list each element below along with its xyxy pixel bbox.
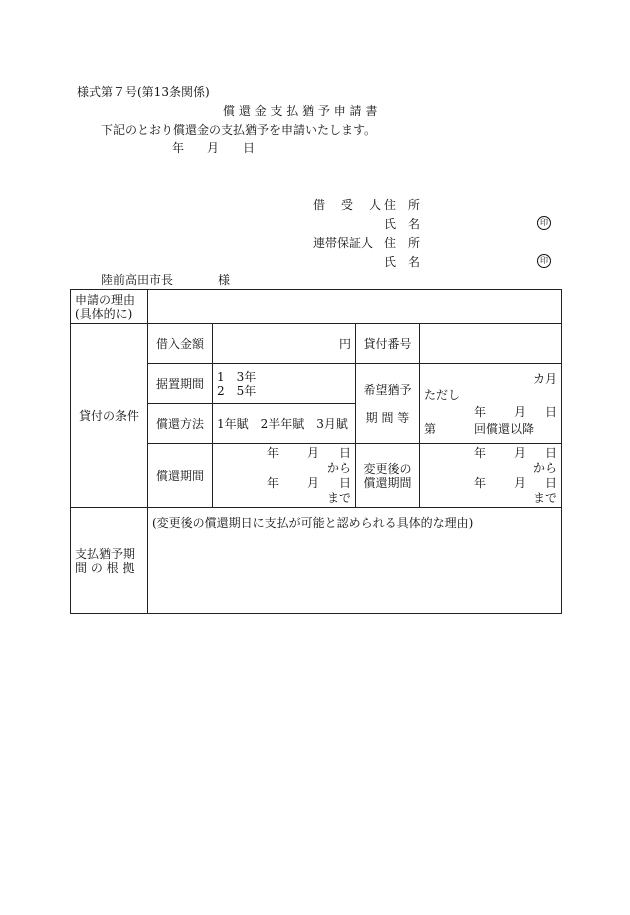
borrower-label: 借 受 人 (313, 198, 384, 212)
desired-label: 希望猶予 期 間 等 (356, 364, 420, 444)
intro-text: 下記のとおり償還金の支払猶予を申請いたします。 (101, 123, 377, 137)
after-change-label: 変更後の 償還期間 (356, 444, 420, 508)
after-change-period-field[interactable]: 年 月 日 から 年 月 日 まで (420, 444, 562, 508)
basis-field[interactable] (148, 508, 562, 614)
installment-after-label: 回償還以降 (474, 422, 535, 436)
seal-icon: 印 (537, 254, 551, 268)
desired-period-field[interactable]: カ月 ただし 年 月 日 第 回償還以降 (420, 364, 562, 444)
reason-row (71, 290, 562, 324)
borrower-name-label: 氏 名 (384, 217, 421, 231)
repay-method-label: 償還方法 (148, 404, 213, 444)
conditions-label: 貸付の条件 (71, 324, 148, 508)
loan-amount-row (71, 324, 562, 364)
months-unit: カ月 (532, 372, 557, 386)
loan-amount-field[interactable] (213, 324, 356, 364)
basis-row (71, 508, 562, 614)
loan-number-field[interactable] (420, 324, 562, 364)
repay-period-label: 償還期間 (148, 444, 213, 508)
basis-note: (変更後の償還期日に支払が可能と認められる具体的な理由) (152, 516, 474, 530)
guarantor-label: 連帯保証人 (313, 236, 374, 250)
seal-icon: 印 (537, 216, 551, 230)
grace-period-label: 据置期間 (148, 364, 213, 404)
application-table (70, 289, 562, 614)
loan-number-label: 貸付番号 (356, 324, 420, 364)
dai-label: 第 (424, 422, 437, 436)
grace-period-options[interactable]: 1 3年 2 5年 (213, 364, 356, 404)
page-title: 償 還 金 支 払 猶 予 申 請 書 (223, 104, 378, 118)
guarantor-name-label: 氏 名 (384, 255, 421, 269)
repay-method-options[interactable]: 1年賦 2半年賦 3月賦 (213, 404, 356, 444)
reason-field[interactable] (148, 290, 562, 324)
guarantor-address-label: 住 所 (384, 236, 421, 250)
loan-amount-label: 借入金額 (148, 324, 213, 364)
addressee-sama: 様 (218, 273, 231, 287)
however-label: ただし (424, 388, 461, 402)
basis-label: 支払猶予期 間 の 根 拠 (71, 508, 148, 614)
reason-label: 申請の理由 (具体的に) (71, 290, 148, 324)
borrower-address-label: 住 所 (384, 198, 421, 212)
repay-period-field[interactable]: 年 月 日 から 年 月 日 まで (213, 444, 356, 508)
form-number: 様式第７号(第13条関係) (77, 85, 210, 99)
addressee-mayor: 陸前高田市長 (101, 273, 174, 287)
yen-unit: 円 (338, 336, 351, 351)
